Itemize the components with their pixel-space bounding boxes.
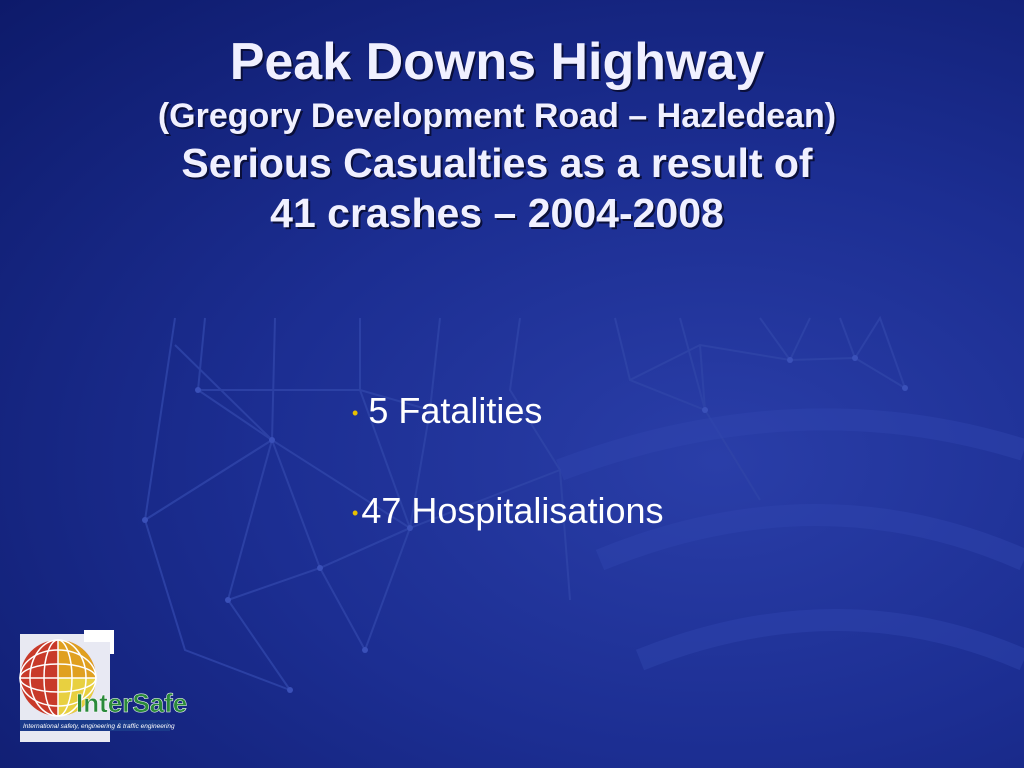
intersafe-logo [14, 628, 188, 746]
bullet-text: 47 Hospitalisations [361, 490, 664, 531]
title-highway-name: Peak Downs Highway [229, 33, 765, 91]
logo-wordmark: InterSafe [76, 688, 188, 718]
bullet-text: 5 Fatalities [368, 390, 543, 431]
logo-tagline: International safety, engineering & traffic engineering [23, 723, 175, 730]
slide-title [0, 30, 1024, 238]
title-casualties-line: Serious Casualties as a result of [181, 140, 813, 186]
title-crashes-line: 41 crashes – 2004-2008 [270, 190, 724, 236]
bullet-marker: • [352, 502, 359, 523]
bullet-hospitalisations [352, 490, 663, 532]
bullet-marker: • [352, 402, 359, 423]
title-road-section: (Gregory Development Road – Hazledean) [157, 97, 837, 135]
bullet-fatalities [352, 390, 542, 432]
